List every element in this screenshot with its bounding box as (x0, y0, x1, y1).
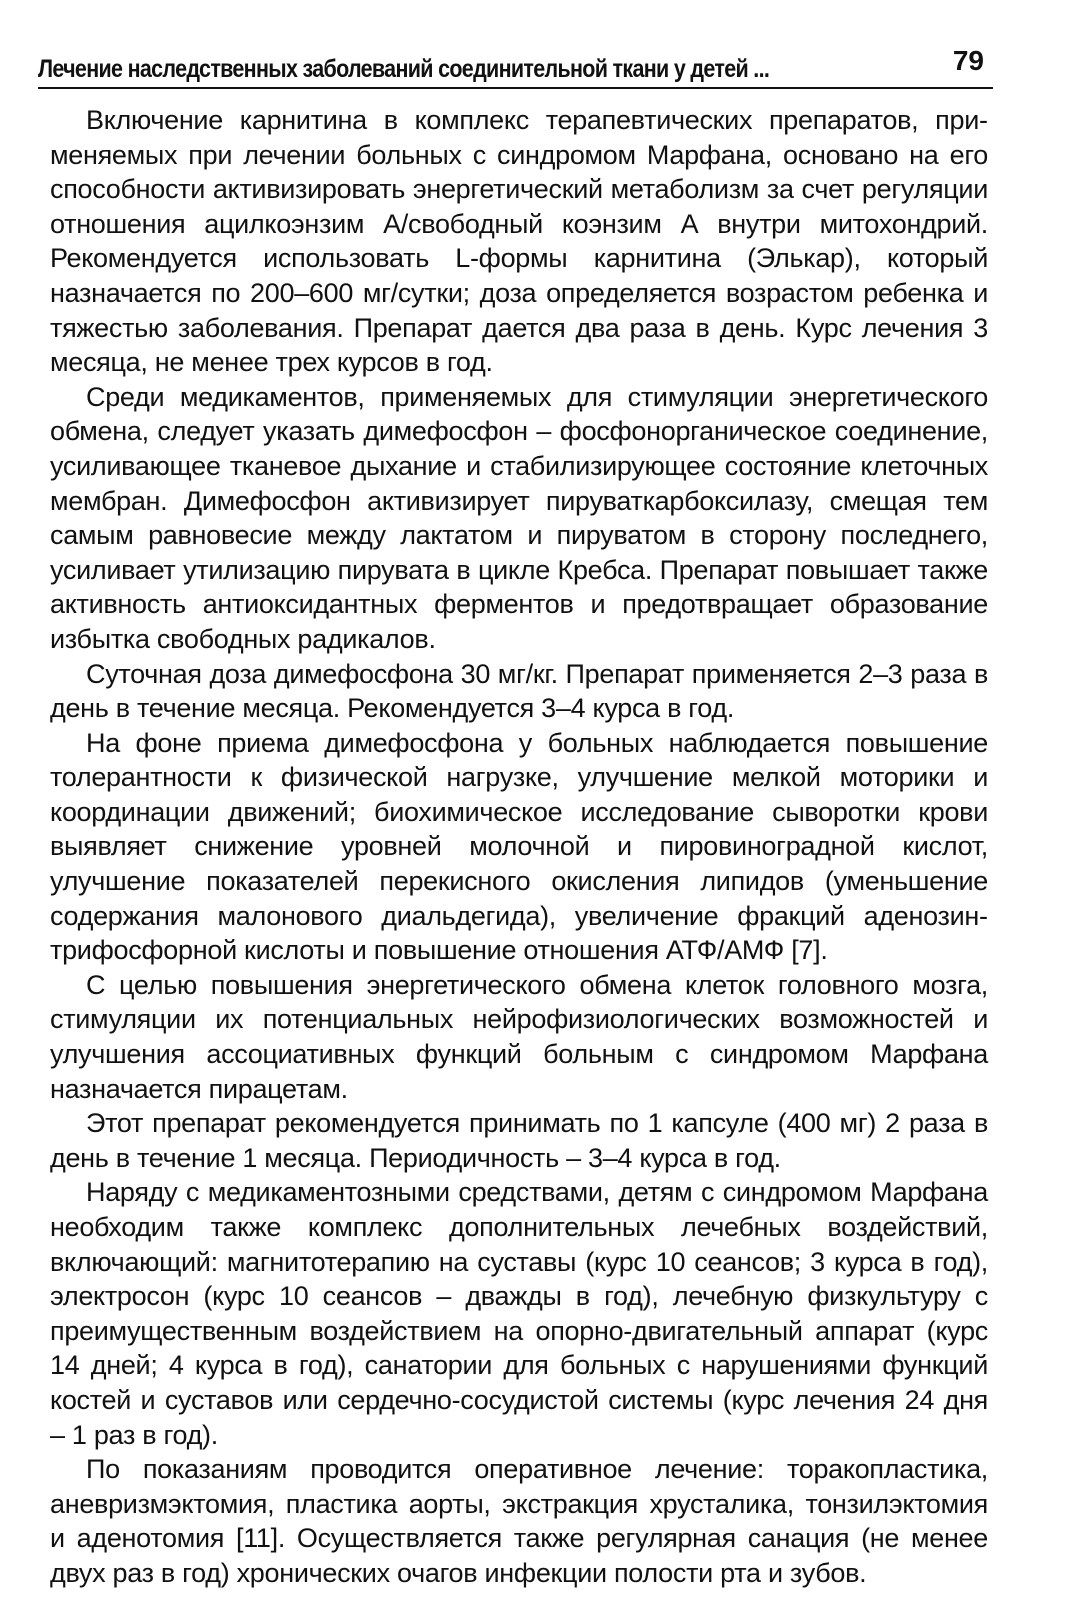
paragraph: Наряду с медикаментозными средствами, детям с синдромом Марфана необходим также комплекс дополнительных лечебных воздействий, включающий: магнитотерапию на суставы (курс 10 сеансов; 3 курса в год), электросон (курс 10 сеансов – дважды в год), лечебную физкультуру с преимущественным воздействием на опорно-двигательный аппарат (курс 14 дней; 4 курса в год), санатории для больных с нарушениями функций костей и суставов или сердечно-сосудистой системы (курс лечения 24 дня – 1 раз в год). (50, 1177, 988, 1450)
paragraph: Этот препарат рекомендуется принимать по 1 капсуле (400 мг) 2 раза в день в течение 1 месяца. Периодичность – 3–4 курса в год. (50, 1108, 988, 1173)
paragraph: Суточная доза димефосфона 30 мг/кг. Препарат применяется 2–3 раза в день в течение месяца. Рекомендуется 3–4 курса в год. (50, 658, 988, 724)
paragraph: С целью повышения энергетического обмена клеток головного мозга, стимуляции их потенциальных нейрофизиологических возможностей и улучшения ассоциативных функций больным с синдромом Марфана назначается пирацетам. (50, 969, 988, 1104)
page-number: 79 (952, 45, 984, 76)
paragraph: Включение карнитина в комплекс терапевтических препаратов, применяемых при лечении больных с синдромом Марфана, основано на его способности активизировать энергетический метаболизм за счет регуляции отношения ацилкоэнзим А/свободный коэнзим А внутри митохондрий. Рекомендуется использовать L-формы карнитина (Элькар), который назначается по 200–600 мг/сутки; доза определяется возрастом ребенка и тяжестью заболевания. Препарат дается два раза в день. Курс лечения 3 месяца, не менее трех курсов в год. (50, 105, 988, 378)
paragraph: По показаниям проводится оперативное лечение: торакопластика, аневризмэктомия, пластика аорты, экстракция хрусталика, тонзилэктомия и аденотомия [11]. Осуществляется также регулярная санация (не менее двух раз в год) хронических очагов инфекции полости рта и зубов. (50, 1454, 988, 1588)
paragraph: Среди медикаментов, применяемых для стимуляции энергетического обмена, следует указать димефосфон – фосфонорганическое соединение, усиливающее тканевое дыхание и стабилизирующее состояние клеточных мембран. Димефосфон активизирует пируваткарбоксилазу, смещая тем самым равновесие между лактатом и пируватом в сторону последнего, усиливает утилизацию пирувата в цикле Кребса. Препарат повышает также активность антиоксидантных ферментов и предотвращает образование избытка свободных радикалов. (50, 381, 988, 654)
body-text (50, 103, 988, 1591)
header-rule (38, 87, 993, 89)
running-head (38, 45, 998, 88)
paragraph: На фоне приема димефосфона у больных наблюдается повышение толерантности к физической нагрузке, улучшение мелкой моторики и координации движений; биохимическое исследование сыворотки крови выявляет снижение уровней молочной и пировиноградной кислот, улучшение показателей перекисного окисления липидов (уменьшение содержания малонового диальдегида), увеличение фракций аденозинтрифосфорной кислоты и повышение отношения АТФ/АМФ [7]. (50, 727, 988, 966)
running-title: Лечение наследственных заболеваний соединительной ткани у детей ... (38, 55, 770, 83)
